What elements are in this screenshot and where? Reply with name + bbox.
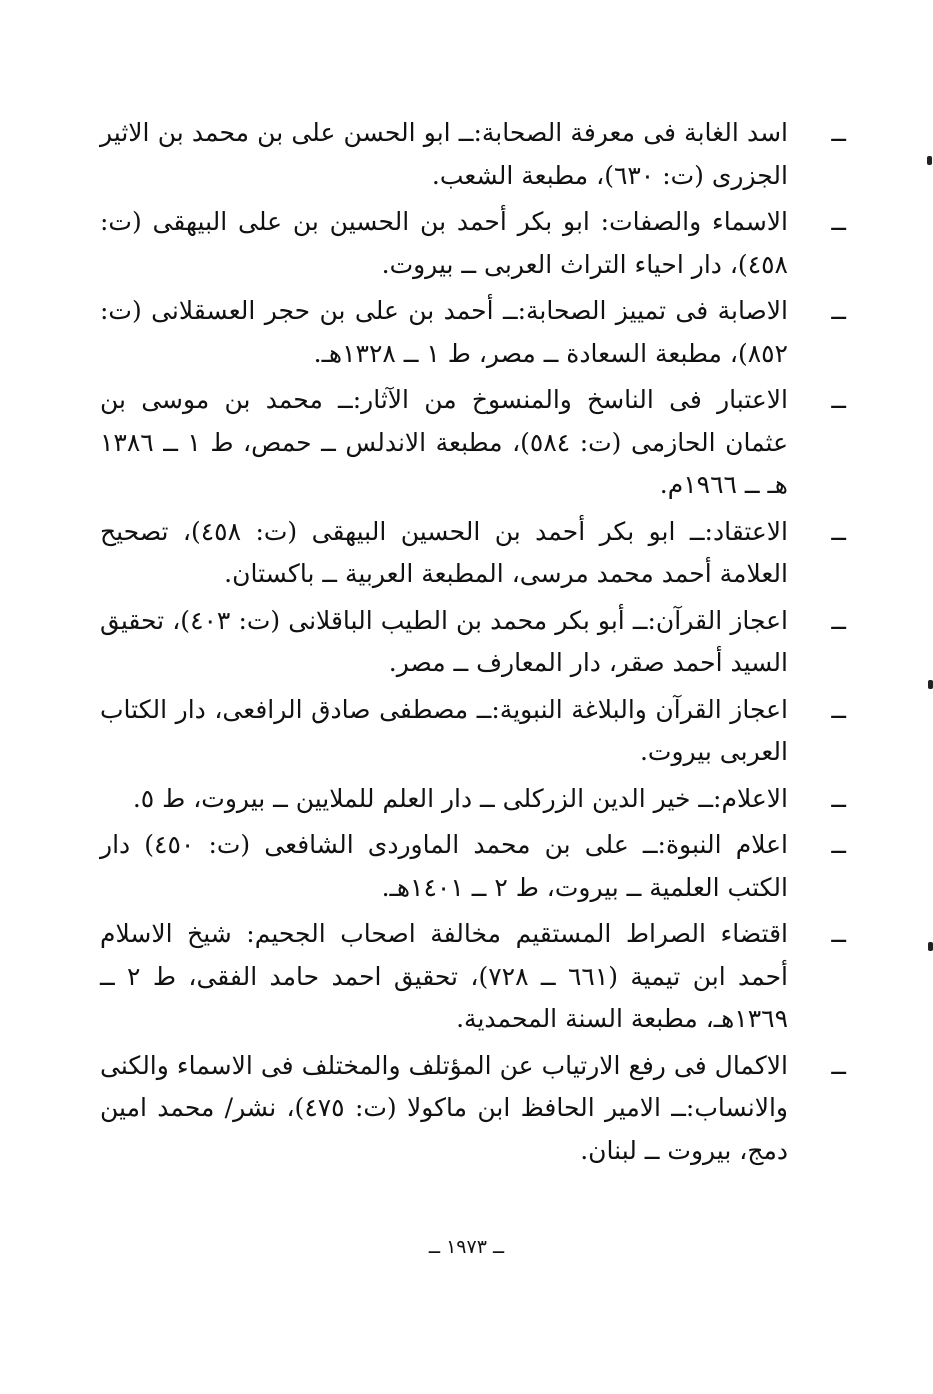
- bibliography-entry: [100, 913, 846, 1041]
- entry-text: الاعلام:ــ خير الدين الزركلى ــ دار العلم للملايين ــ بيروت، ط ٥.: [132, 783, 788, 813]
- entry-dash: ــ: [831, 605, 846, 635]
- bibliography-entry: [100, 379, 846, 507]
- scan-edge-mark: [927, 156, 932, 165]
- entry-text: اعجاز القرآن والبلاغة النبوية:ــ مصطفى صادق الرافعى، دار الكتاب العربى بيروت.: [100, 694, 788, 766]
- bibliography-entry: [100, 778, 846, 821]
- bibliography-entry: [100, 511, 846, 596]
- bibliography-entry: [100, 689, 846, 774]
- entry-text: الاعتقاد:ــ ابو بكر أحمد بن الحسين البيهقى (ت: ٤٥٨)، تصحيح العلامة أحمد محمد مرسى، المطبعة العربية ــ باكستان.: [100, 516, 788, 588]
- entry-dash: ــ: [831, 516, 846, 546]
- bibliography-entry: [100, 824, 846, 909]
- entry-text: الاصابة فى تمييز الصحابة:ــ أحمد بن على بن حجر العسقلانى (ت: ٨٥٢)، مطبعة السعادة ــ مصر، ط ١ ــ ١٣٢٨هـ.: [100, 296, 788, 368]
- bibliography-entry: [100, 112, 846, 197]
- bibliography-list: [100, 112, 846, 1176]
- entry-dash: ــ: [831, 296, 846, 325]
- entry-text: اعلام النبوة:ــ على بن محمد الماوردى الشافعى (ت: ٤٥٠) دار الكتب العلمية ــ بيروت، ط ٢ ــ ١٤٠١هـ.: [100, 830, 789, 902]
- entry-text: اعجاز القرآن:ــ أبو بكر محمد بن الطيب الباقلانى (ت: ٤٠٣)، تحقيق السيد أحمد صقر، دار المعارف ــ مصر.: [100, 605, 789, 677]
- bibliography-entry: [100, 201, 846, 286]
- entry-dash: ــ: [831, 385, 846, 414]
- entry-text: اقتضاء الصراط المستقيم مخالفة اصحاب الجحيم: شيخ الاسلام أحمد ابن تيمية (٦٦١ ــ ٧٢٨)، تحقيق احمد حامد الفقى، ط ٢ ــ ١٣٦٩هـ، مطبعة السنة المحمدية.: [100, 919, 788, 1033]
- entry-text: الاكمال فى رفع الارتياب عن المؤتلف والمختلف فى الاسماء والكنى والانساب:ــ الامير الحافظ ابن ماكولا (ت: ٤٧٥)، نشر/ محمد امين دمج، بيروت ــ لبنان.: [100, 1050, 789, 1165]
- entry-dash: ــ: [831, 118, 846, 147]
- entry-dash: ــ: [831, 830, 846, 859]
- entry-dash: ــ: [831, 783, 846, 813]
- entry-dash: ــ: [831, 919, 846, 948]
- entry-dash: ــ: [831, 694, 846, 724]
- scan-edge-mark: [928, 942, 933, 951]
- entry-dash: ــ: [831, 207, 846, 236]
- bibliography-entry: [100, 290, 846, 375]
- bibliography-entry: [100, 1045, 846, 1173]
- entry-text: اسد الغابة فى معرفة الصحابة:ــ ابو الحسن على بن محمد بن الاثير الجزرى (ت: ٦٣٠)، مطبعة الشعب.: [100, 118, 788, 190]
- page-number: ــ ١٩٧٣ ــ: [428, 1236, 505, 1258]
- bibliography-entry: [100, 600, 846, 685]
- entry-dash: ــ: [831, 1050, 846, 1080]
- scan-edge-mark: [928, 680, 933, 689]
- entry-text: الاعتبار فى الناسخ والمنسوخ من الآثار:ــ محمد بن موسى بن عثمان الحازمى (ت: ٥٨٤)، مطبعة الاندلس ــ حمص، ط ١ ــ ١٣٨٦ هـ ــ ١٩٦٦م.: [100, 385, 789, 499]
- entry-text: الاسماء والصفات: ابو بكر أحمد بن الحسين بن على البيهقى (ت: ٤٥٨)، دار احياء التراث العربى ــ بيروت.: [100, 207, 788, 279]
